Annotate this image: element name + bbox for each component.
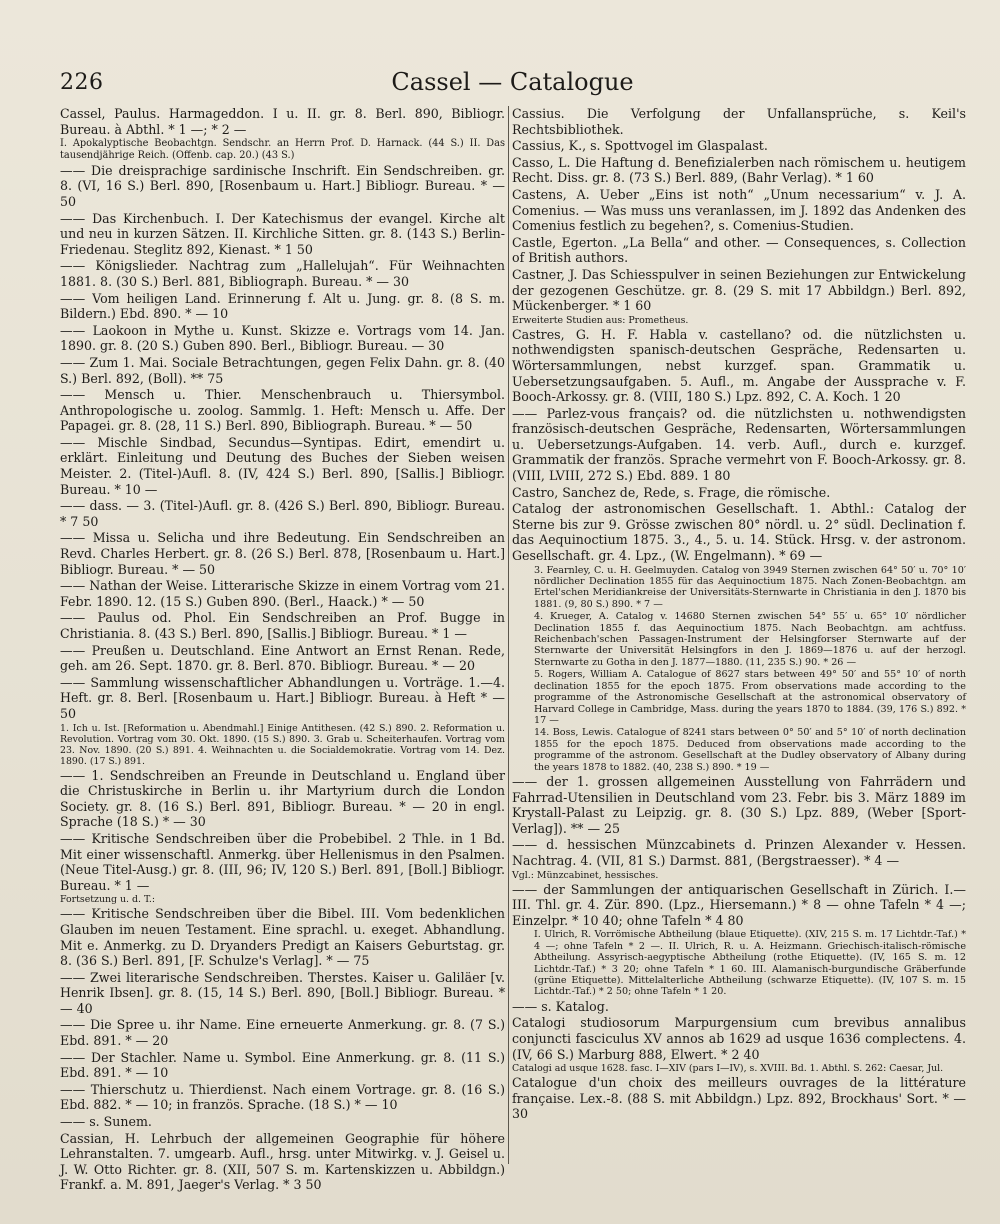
catalogue-entry: —— s. Katalog. [512, 998, 609, 1014]
catalogue-entry: —— Preußen u. Deutschland. Eine Antwort an Ernst Renan. Rede, geh. am 26. Sept. 1870. gr. 8. Berl. 870. Bibliogr. Bureau. * — 20 [60, 642, 505, 674]
catalogue-entry: Erweiterte Studien aus: Prometheus. [512, 314, 689, 326]
catalogue-entry: —— Thierschutz u. Thierdienst. Nach einem Vortrage. gr. 8. (16 S.) Ebd. 882. * — 10; in französ. Sprache. (18 S.) * — 10 [60, 1081, 505, 1113]
catalogue-entry: —— Die Spree u. ihr Name. Eine erneuerte Anmerkung. gr. 8. (7 S.) Ebd. 891. * — 20 [60, 1017, 505, 1049]
catalogue-entry: —— Der Stachler. Name u. Symbol. Eine Anmerkung. gr. 8. (11 S.) Ebd. 891. * — 10 [60, 1049, 505, 1081]
catalogue-entry: Catalogi ad usque 1628. fasc. I—XIV (pars I—IV), s. XVIII. Bd. 1. Abthl. S. 262: Caesar, Jul. [512, 1063, 944, 1075]
catalogue-entry: —— Mensch u. Thier. Menschenbrauch u. Thiersymbol. Anthropologische u. zoolog. Sammlg. 1. Heft: Mensch u. Affe. Der Papagei. gr. 8. (28, 11 S.) Berl. 890, Bibliograph. Bureau. * — 50 [60, 387, 505, 434]
catalogue-entry: —— dass. — 3. (Titel-)Aufl. gr. 8. (426 S.) Berl. 890, Bibliogr. Bureau. * 7 50 [60, 498, 505, 529]
catalogue-entry: Castres, G. H. F. Habla v. castellano? od. die nützlichsten u. nothwendigsten spanisch-deutschen Gespräche, Redensarten u. Wörtersammlungen, nebst kurzgef. span. Grammatik u. Uebersetzungsaufgaben. 5. Aufl., m. Angabe der Aussprache v. F. Booch-Arkossy. gr. 8. (VIII, 180 S.) Lpz. 892, C. A. Koch. 1 20 [512, 326, 966, 405]
catalogue-entry: 5. Rogers, William A. Catalogue of 8627 stars between 49° 50′ and 55° 10′ of north declination 1855 for the epoch 1875. From observations made according to the programme of the Astronomische Gesellschaft at the astronomical observatory of Harvard College in Cambridge, Mass. during the years 1870 to 1884. (39, 176 S.) 892. * 17 — [534, 669, 966, 726]
catalogue-entry: —— Laokoon in Mythe u. Kunst. Skizze e. Vortrags vom 14. Jan. 1890. gr. 8. (20 S.) Guben 890. Berl., Bibliogr. Bureau. — 30 [60, 322, 505, 354]
catalogue-entry: Catalogi studiosorum Marpurgensium cum brevibus annalibus conjuncti fasciculus XV annos ab 1629 ad usque 1636 complectens. 4. (IV, 66 S.) Marburg 888, Elwert. * 2 40 [512, 1015, 966, 1062]
column-divider [508, 106, 509, 1164]
catalogue-entry: Casso, L. Die Haftung d. Benefizialerben nach römischem u. heutigem Recht. Diss. gr. 8. (73 S.) Berl. 889, (Bahr Verlag). * 1 60 [512, 154, 966, 186]
catalogue-entry: Catalogue d'un choix des meilleurs ouvrages de la littérature française. Lex.-8. (88 S. mit Abbildgn.) Lpz. 892, Brockhaus' Sort. * — 30 [512, 1075, 966, 1122]
right-column [512, 106, 966, 1174]
catalogue-entry: Catalog der astronomischen Gesellschaft. 1. Abthl.: Catalog der Sterne bis zur 9. Grösse zwischen 80° nördl. u. 2° südl. Declination f. das Aequinoctium 1875. 3., 4., 5. u. 14. Stück. Hrsg. v. der astronom. Gesellschaft. gr. 4. Lpz., (W. Engelmann). * 69 — [512, 501, 966, 564]
catalogue-entry: —— Vom heiligen Land. Erinnerung f. Alt u. Jung. gr. 8. (8 S. m. Bildern.) Ebd. 890. * — 10 [60, 290, 505, 322]
catalogue-entry: Fortsetzung u. d. T.: [60, 894, 155, 906]
catalogue-entry: —— Königslieder. Nachtrag zum „Hallelujah“. Für Weihnachten 1881. 8. (30 S.) Berl. 881, Bibliograph. Bureau. * — 30 [60, 258, 505, 289]
catalogue-entry: —— Mischle Sindbad, Secundus—Syntipas. Edirt, emendirt u. erklärt. Einleitung und Deutung des Buches der Sieben weisen Meister. 2. (Titel-)Aufl. 8. (IV, 424 S.) Berl. 890, [Sallis.] Bibliogr. Bureau. * 10 — [60, 434, 505, 497]
catalogue-entry: Cassel, Paulus. Harmageddon. I u. II. gr. 8. Berl. 890, Bibliogr. Bureau. à Abthl. * 1 —; * 2 — [60, 106, 505, 137]
catalogue-entry: —— Sammlung wissenschaftlicher Abhandlungen u. Vorträge. 1.—4. Heft. gr. 8. Berl. [Rosenbaum u. Hart.] Bibliogr. Bureau. à Heft * — 50 [60, 674, 505, 721]
catalogue-entry: —— Parlez-vous français? od. die nützlichsten u. nothwendigsten französisch-deutschen Gespräche, Redensarten, Wörtersammlungen u. Uebersetzungs-Aufgaben. 14. verb. Aufl., durch e. kurzgef. Grammatik der französ. Sprache vermehrt von F. Booch-Arkossy. gr. 8. (VIII, LVIII, 272 S.) Ebd. 889. 1 80 [512, 405, 966, 484]
catalogue-entry: Castens, A. Ueber „Eins ist noth“ „Unum necessarium“ v. J. A. Comenius. — Was muss uns veranlassen, im J. 1892 das Andenken des Comenius festlich zu begehen?, s. Comenius-Studien. [512, 186, 966, 234]
catalogue-entry: —— Paulus od. Phol. Ein Sendschreiben an Prof. Bugge in Christiania. 8. (43 S.) Berl. 890, [Sallis.] Bibliogr. Bureau. * 1 — [60, 610, 505, 641]
catalogue-entry: I. Apokalyptische Beobachtgn. Sendschr. an Herrn Prof. D. Harnack. (44 S.) II. Das tausendjährige Reich. (Offenb. cap. 20.) (43 S.) [60, 138, 505, 161]
catalogue-entry: Castner, J. Das Schiesspulver in seinen Beziehungen zur Entwickelung der gezogenen Geschütze. gr. 8. (29 S. mit 17 Abbildgn.) Berl. 892, Mückenberger. * 1 60 [512, 266, 966, 314]
catalogue-entry: —— Die dreisprachige sardinische Inschrift. Ein Sendschreiben. gr. 8. (VI, 16 S.) Berl. 890, [Rosenbaum u. Hart.] Bibliogr. Bureau. * — 50 [60, 162, 505, 209]
left-column [60, 106, 506, 1193]
catalogue-entry: —— Nathan der Weise. Litterarische Skizze in einem Vortrag vom 21. Febr. 1890. 12. (15 S.) Guben 890. (Berl., Haack.) * — 50 [60, 578, 506, 609]
catalogue-entry: 3. Fearnley, C. u. H. Geelmuyden. Catalog von 3949 Sternen zwischen 64° 50′ u. 70° 10′ nördlicher Declination 1855 für das Aequinoctium 1875. Nach Zonen-Beobachtgn. am Ertel'schen Meridiankreise der Universitäts-Sternwarte in Christiania in den J. 1870 bis 1881. (9, 80 S.) 890. * 7 — [534, 564, 966, 610]
catalogue-entry: 1. Ich u. Ist. [Reformation u. Abendmahl.] Einige Antithesen. (42 S.) 890. 2. Reformation u. Revolution. Vortrag vom 30. Okt. 1890. (15 S.) 890. 3. Grab u. Scheiterhaufen. Vortrag vom 23. Nov. 1890. (20 S.) 891. 4. Weihnachten u. die Socialdemokratie. Vortrag vom 14. Dez. 1890. (17 S.) 891. [60, 722, 505, 767]
catalogue-entry: Vgl.: Münzcabinet, hessisches. [512, 869, 659, 881]
catalogue-entry: 4. Krueger, A. Catalog v. 14680 Sternen zwischen 54° 55′ u. 65° 10′ nördlicher Declination 1855 f. das Aequinoctium 1875. Nach Beobachtgn. am achtfuss. Reichenbach'schen Passagen-Instrument der Helsingforser Sternwarte auf der Sternwarte der Universität Helsingfors in den J. 1869—1876 u. auf der herzogl. Sternwarte zu Gotha in den J. 1877—1880. (11, 235 S.) 90. * 26 — [534, 611, 966, 668]
catalogue-entry: —— Zum 1. Mai. Sociale Betrachtungen, gegen Felix Dahn. gr. 8. (40 S.) Berl. 892, (Boll). ** 75 [60, 354, 505, 386]
catalogue-entry: —— der 1. grossen allgemeinen Ausstellung von Fahrrädern und Fahrrad-Utensilien in Deutschland vom 23. Febr. bis 3. März 1889 im Krystall-Palast zu Leipzig. gr. 8. (30 S.) Lpz. 889, (Weber [Sport-Verlag]). ** — 25 [512, 773, 966, 836]
catalogue-entry: —— Kritische Sendschreiben über die Probebibel. 2 Thle. in 1 Bd. Mit einer wissenschaftl. Anmerkg. über Hellenismus in den Psalmen. (Neue Titel-Ausg.) gr. 8. (III, 96; IV, 120 S.) Berl. 891, [Boll.] Bibliogr. Bureau. * 1 — [60, 830, 505, 893]
page-number: 226 [60, 70, 104, 95]
catalogue-entry: I. Ulrich, R. Vorrömische Abtheilung (blaue Etiquette). (XIV, 215 S. m. 17 Lichtdr.-Taf.) * 4 —; ohne Tafeln * 2 —. II. Ulrich, R. u. A. Heizmann. Griechisch-italisch-römische Abtheilung. Assyrisch-aegyptische Abtheilung (rothe Etiquette). (IV, 165 S. m. 12 Lichtdr.-Taf.) * 3 20; ohne Tafeln * 1 60. III. Alamanisch-burgundische Gräberfunde (grüne Etiquette). Mittelalterliche Abtheilung (schwarze Etiquette). (IV, 107 S. m. 15 Lichtdr.-Taf.) * 2 50; ohne Tafeln * 1 20. [534, 929, 966, 998]
catalogue-entry: —— d. hessischen Münzcabinets d. Prinzen Alexander v. Hessen. Nachtrag. 4. (VII, 81 S.) Darmst. 881, (Bergstraesser). * 4 — [512, 837, 966, 868]
catalogue-entry: —— Das Kirchenbuch. I. Der Katechismus der evangel. Kirche alt und neu in kurzen Sätzen. II. Kirchliche Sitten. gr. 8. (143 S.) Berlin-Friedenau. Steglitz 892, Kienast. * 1 50 [60, 210, 505, 257]
catalogue-entry: 14. Boss, Lewis. Catalogue of 8241 stars between 0° 50′ and 5° 10′ of north declination 1855 for the epoch 1875. Deduced from observations made according to the programme of the astronom. Gesellschaft at the Dudley observatory of Albany during the years 1878 to 1882. (40, 238 S.) 890. * 19 — [534, 727, 966, 773]
catalogue-entry: —— 1. Sendschreiben an Freunde in Deutschland u. England über die Christuskirche in Berlin u. ihr Martyrium durch die London Society. gr. 8. (16 S.) Berl. 891, Bibliogr. Bureau. * — 20 in engl. Sprache (18 S.) * — 30 [60, 767, 505, 830]
catalogue-entry: —— Zwei literarische Sendschreiben. Therstes. Kaiser u. Galiläer [v. Henrik Ibsen]. gr. 8. (15, 14 S.) Berl. 890, [Boll.] Bibliogr. Bureau. * — 40 [60, 969, 505, 1016]
page-header [60, 66, 965, 106]
catalogue-entry: —— Kritische Sendschreiben über die Bibel. III. Vom bedenklichen Glauben im neuen Testament. Eine sprachl. u. exeget. Abhandlung. Mit e. Anmerkg. zu D. Dryanders Predigt an Kaisers Geburtstag. gr. 8. (36 S.) Berl. 891, [F. Schulze's Verlag]. * — 75 [60, 906, 505, 969]
catalogue-entry: —— der Sammlungen der antiquarischen Gesellschaft in Zürich. I.—III. Thl. gr. 4. Zür. 890. (Lpz., Hiersemann.) * 8 — ohne Tafeln * 4 —; Einzelpr. * 10 40; ohne Tafeln * 4 80 [512, 881, 966, 928]
catalogue-entry: —— Missa u. Selicha und ihre Bedeutung. Ein Sendschreiben an Revd. Charles Herbert. gr. 8. (26 S.) Berl. 878, [Rosenbaum u. Hart.] Bibliogr. Bureau. * — 50 [60, 530, 505, 577]
catalogue-entry: —— s. Sunem. [60, 1114, 152, 1130]
catalogue-entry: Cassius, K., s. Spottvogel im Glaspalast. [512, 138, 768, 154]
catalogue-entry: Castro, Sanchez de, Rede, s. Frage, die römische. [512, 484, 831, 500]
catalogue-entry: Cassius. Die Verfolgung der Unfallansprüche, s. Keil's Rechtsbibliothek. [512, 106, 966, 137]
catalogue-entry: Castle, Egerton. „La Bella“ and other. — Consequences, s. Collection of British authors. [512, 234, 966, 266]
page-title: Cassel — Catalogue [391, 68, 634, 96]
catalogue-entry: Cassian, H. Lehrbuch der allgemeinen Geographie für höhere Lehranstalten. 7. umgearb. Aufl., hrsg. unter Mitwirkg. v. J. Geisel u. J. W. Otto Richter. gr. 8. (XII, 507 S. m. Kartenskizzen u. Abbildgn.) Frankf. a. M. 891, Jaeger's Verlag. * 3 50 [60, 1130, 505, 1193]
